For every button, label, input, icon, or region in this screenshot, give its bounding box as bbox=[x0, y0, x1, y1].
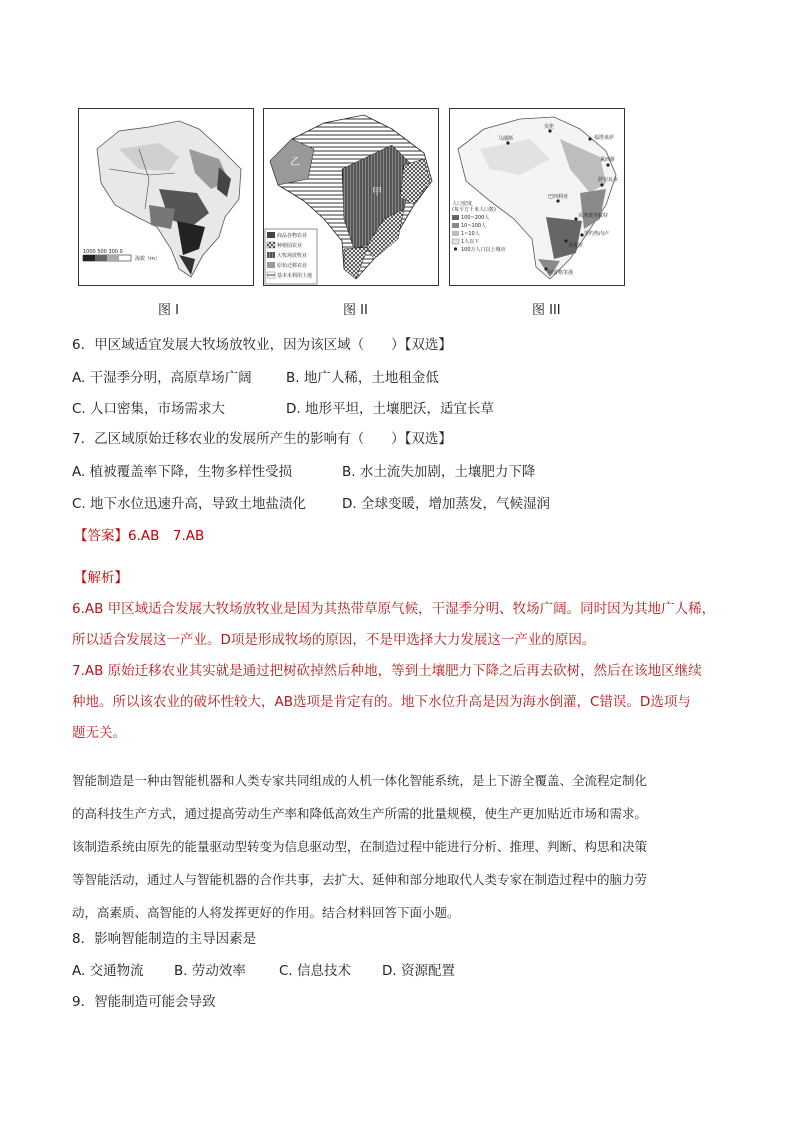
brazil-agriculture-map-graphic bbox=[264, 109, 438, 285]
figure-2-caption: 图 II bbox=[343, 303, 368, 318]
passage-line-2: 的高科技生产方式，通过提高劳动生产率和降低高效生产所需的批量规模，使生产更加贴近市场和需求。 bbox=[72, 806, 648, 821]
question-7-options-row-2 bbox=[72, 495, 550, 513]
brazil-population-map-graphic bbox=[450, 109, 624, 285]
legend-unused-land: 基本未利用土地 bbox=[277, 273, 313, 279]
legend-commercial-grain: 商品谷物农业 bbox=[277, 233, 308, 239]
question-7-options-row-1 bbox=[72, 463, 536, 481]
analysis-line-5: 题无关。 bbox=[72, 725, 126, 741]
passage-line-3: 该制造系统由原先的能量驱动型转变为信息驱动型，在制造过程中能进行分析、推理、判断、构思和决策 bbox=[72, 839, 648, 854]
figure-2-agriculture-map bbox=[263, 108, 439, 286]
question-8-options bbox=[72, 962, 455, 980]
question-8-stem: 8．影响智能制造的主导因素是 bbox=[72, 931, 257, 947]
answer-label: 【答案】 bbox=[74, 528, 128, 544]
analysis-line-1: 6.AB 甲区域适合发展大牧场放牧业是因为其热带草原气候，干湿季分明、牧场广阔。同时因为其地广人稀， bbox=[72, 601, 716, 617]
legend-shifting-agriculture: 原始迁移农业 bbox=[277, 263, 308, 269]
legend-ranching: 大牧场放牧业 bbox=[277, 253, 308, 259]
legend-density-4: 1人以下 bbox=[461, 239, 480, 245]
answer-text: 6.AB 7.AB bbox=[128, 528, 205, 544]
q7-option-d[interactable]: D. 全球变暖，增加蒸发，气候湿润 bbox=[342, 496, 550, 512]
q8-option-c[interactable]: C. 信息技术 bbox=[279, 963, 352, 979]
city-rio: 里约热内卢 bbox=[584, 231, 610, 237]
q6-option-d[interactable]: D. 地形平坦，土壤肥沃，适宜长草 bbox=[286, 401, 494, 417]
passage-line-1: 智能制造是一种由智能机器和人类专家共同组成的人机一体化智能系统，是上下游全覆盖、全流程定制化 bbox=[72, 773, 648, 788]
city-porto-alegre: 阿雷格里港 bbox=[548, 270, 574, 276]
question-6-options-row-2 bbox=[72, 400, 494, 418]
figure-3-caption: 图 III bbox=[532, 303, 561, 318]
legend-density-1: 100~200人 bbox=[461, 215, 490, 221]
q6-option-a[interactable]: A. 干湿季分明，高原草场广阔 bbox=[72, 370, 252, 386]
figure-3-population-map bbox=[449, 108, 625, 286]
city-recife: 累西腓 bbox=[600, 157, 616, 163]
city-brasilia: 巴西利亚 bbox=[548, 194, 569, 200]
q7-option-c[interactable]: C. 地下水位迅速升高，导致土地盐渍化 bbox=[72, 496, 307, 512]
scale-values: 1000 500 300 0 bbox=[83, 249, 123, 255]
q8-option-b[interactable]: B. 劳动效率 bbox=[174, 963, 246, 979]
q8-option-a[interactable]: A. 交通物流 bbox=[72, 963, 144, 979]
analysis-label: 【解析】 bbox=[74, 570, 128, 586]
answer-line bbox=[74, 527, 204, 545]
legend-subtitle: (每平方千米人口数) bbox=[452, 207, 496, 213]
analysis-line-3: 7.AB 原始迁移农业其实就是通过把树砍掉然后种地，等到土壤肥力下降之后再去砍树，然后在该地区继续 bbox=[72, 663, 702, 679]
region-yi-label: 乙 bbox=[290, 157, 300, 168]
city-fortaleza: 福塔莱萨 bbox=[594, 135, 615, 141]
legend-title: 人口密度 bbox=[452, 201, 473, 207]
question-6-options-row-1 bbox=[72, 369, 439, 387]
scale-unit: 海拔（m） bbox=[135, 256, 160, 262]
legend-density-3: 1~10人 bbox=[461, 231, 480, 237]
q6-option-c[interactable]: C. 人口密集，市场需求大 bbox=[72, 401, 226, 417]
city-salvador: 萨尔瓦多 bbox=[598, 177, 619, 183]
question-6-stem: 6．甲区域适宜发展大牧场放牧业，因为该区域（ ）【双选】 bbox=[72, 337, 452, 353]
brazil-elevation-map-graphic bbox=[79, 109, 253, 285]
legend-plantation: 种植园农业 bbox=[277, 243, 303, 249]
reading-passage bbox=[72, 764, 727, 929]
passage-line-4: 等智能活动，通过人与智能机器的合作共事，去扩大、延伸和部分地取代人类专家在制造过程中的脑力劳 bbox=[72, 872, 648, 887]
legend-big-city: 100万人口以上城市 bbox=[461, 247, 506, 253]
q6-option-b[interactable]: B. 地广人稀，土地租金低 bbox=[286, 370, 439, 386]
q7-option-a[interactable]: A. 植被覆盖率下降，生物多样性受损 bbox=[72, 464, 293, 480]
figure-1-caption: 图 I bbox=[158, 303, 179, 318]
q7-option-b[interactable]: B. 水土流失加剧，土壤肥力下降 bbox=[342, 464, 536, 480]
analysis-body bbox=[72, 594, 727, 749]
city-belo-horizonte: 贝洛奥里藏特 bbox=[578, 213, 609, 219]
analysis-line-4: 种地。所以该农业的破坏性较大，AB选项是肯定有的。地下水位升高是因为海水倒灌，C错误。D选项与 bbox=[72, 694, 691, 710]
question-7-stem: 7．乙区域原始迁移农业的发展所产生的影响有（ ）【双选】 bbox=[72, 431, 452, 447]
region-jia-label: 甲 bbox=[372, 187, 382, 198]
city-belem: 贝伦 bbox=[544, 124, 555, 130]
city-sao-paulo: 圣保罗 bbox=[568, 243, 584, 249]
legend-density-2: 10~100人 bbox=[461, 223, 487, 229]
question-9-stem: 9．智能制造可能会导致 bbox=[72, 994, 216, 1010]
analysis-line-2: 所以适合发展这一产业。D项是形成牧场的原因，不是甲选择大力发展这一产业的原因。 bbox=[72, 632, 596, 648]
q8-option-d[interactable]: D. 资源配置 bbox=[382, 963, 455, 979]
figure-1-elevation-map bbox=[78, 108, 254, 286]
passage-line-5: 动，高素质、高智能的人将发挥更好的作用。结合材料回答下面小题。 bbox=[72, 905, 460, 920]
city-manaus: 马瑙斯 bbox=[498, 136, 514, 142]
